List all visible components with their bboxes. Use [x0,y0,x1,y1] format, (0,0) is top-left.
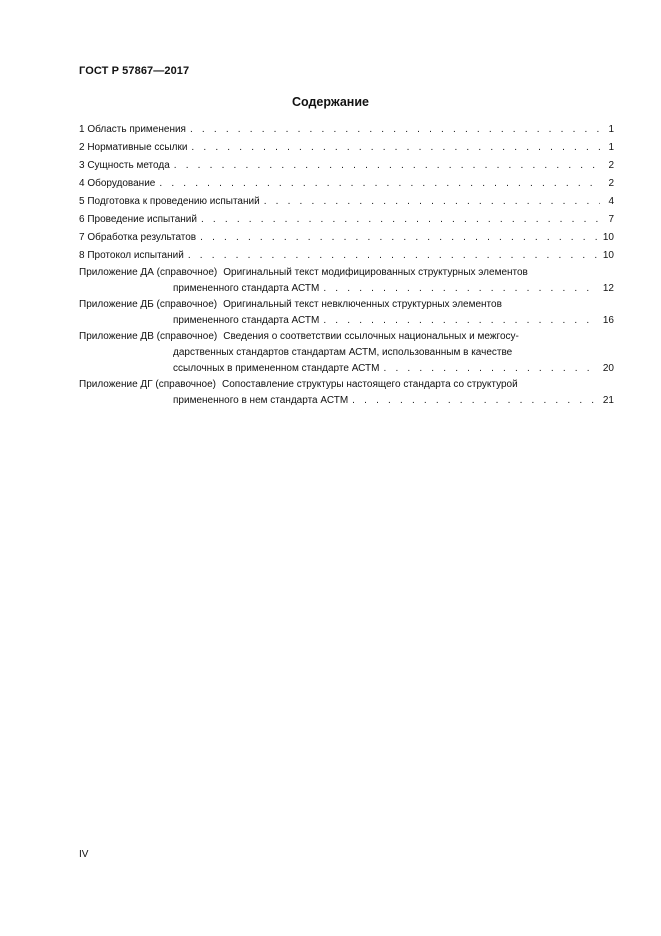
toc-entry-page: 10 [602,250,614,261]
toc-entry[interactable] [79,193,614,211]
appendix-title-line: дарственных стандартов стандартам АСТМ, использованным в качестве [173,347,513,358]
toc-entry[interactable] [79,211,614,229]
toc-entry[interactable] [79,229,614,247]
appendix-title-line: примененного в нем стандарта АСТМ [173,395,349,406]
toc-leader [188,247,599,265]
page-number: IV [79,849,89,860]
table-of-contents [79,121,614,409]
toc-entry-title: 6 Проведение испытаний [79,214,197,225]
toc-leader [264,193,600,211]
toc-entry-title: 7 Обработка результатов [79,232,197,243]
appendix-title-line: примененного стандарта АСТМ [173,283,320,294]
appendix-title-line: примененного стандарта АСТМ [173,315,320,326]
toc-entry-title: 2 Нормативные ссылки [79,142,188,153]
toc-title: Содержание [291,95,369,109]
appendix-label: Приложение ДА (справочное) [79,267,218,278]
toc-entry-page: 10 [602,232,614,243]
toc-entry-title: 5 Подготовка к проведению испытаний [79,196,260,207]
toc-leader [159,175,600,193]
toc-leader [323,313,599,329]
toc-entry[interactable] [79,175,614,193]
toc-entry-page: 1 [608,142,614,153]
toc-leader [174,157,600,175]
appendix-title-line: Сопоставление структуры настоящего стандарта со структурой [222,379,518,390]
appendix-title-line: Оригинальный текст невключенных структурных элементов [223,299,502,310]
toc-entry[interactable] [79,157,614,175]
toc-appendix[interactable] [79,329,614,377]
toc-leader [201,211,600,229]
toc-leader [383,361,598,377]
toc-entry[interactable] [79,121,614,139]
toc-entry-title: 8 Протокол испытаний [79,250,184,261]
toc-appendix[interactable] [79,265,614,297]
toc-leader [352,393,599,409]
appendix-label: Приложение ДБ (справочное) [79,299,218,310]
toc-entry-title: 1 Область применения [79,124,186,135]
toc-entry-page: 1 [608,124,614,135]
appendix-label: Приложение ДГ (справочное) [79,379,216,390]
toc-entry-page: 7 [608,214,614,225]
appendix-page: 21 [602,395,614,406]
toc-entry-page: 2 [608,178,614,189]
toc-appendix[interactable] [79,297,614,329]
toc-appendix[interactable] [79,377,614,409]
toc-entry-page: 4 [608,196,614,207]
toc-leader [190,121,600,139]
appendix-page: 20 [602,363,614,374]
toc-entry[interactable] [79,139,614,157]
appendix-title-line: ссылочных в примененном стандарте АСТМ [173,363,380,374]
appendix-title-line: Сведения о соответствии ссылочных национальных и межгосу- [223,331,519,342]
toc-leader [323,281,599,297]
appendix-label: Приложение ДВ (справочное) [79,331,218,342]
appendix-title-line: Оригинальный текст модифицированных структурных элементов [223,267,528,278]
toc-entry-title: 4 Оборудование [79,178,156,189]
toc-leader [200,229,599,247]
appendix-page: 16 [602,315,614,326]
toc-entry-page: 2 [608,160,614,171]
toc-entry-title: 3 Сущность метода [79,160,170,171]
toc-entry[interactable] [79,247,614,265]
document-code: ГОСТ Р 57867—2017 [79,65,190,77]
toc-leader [191,139,600,157]
appendix-page: 12 [602,283,614,294]
